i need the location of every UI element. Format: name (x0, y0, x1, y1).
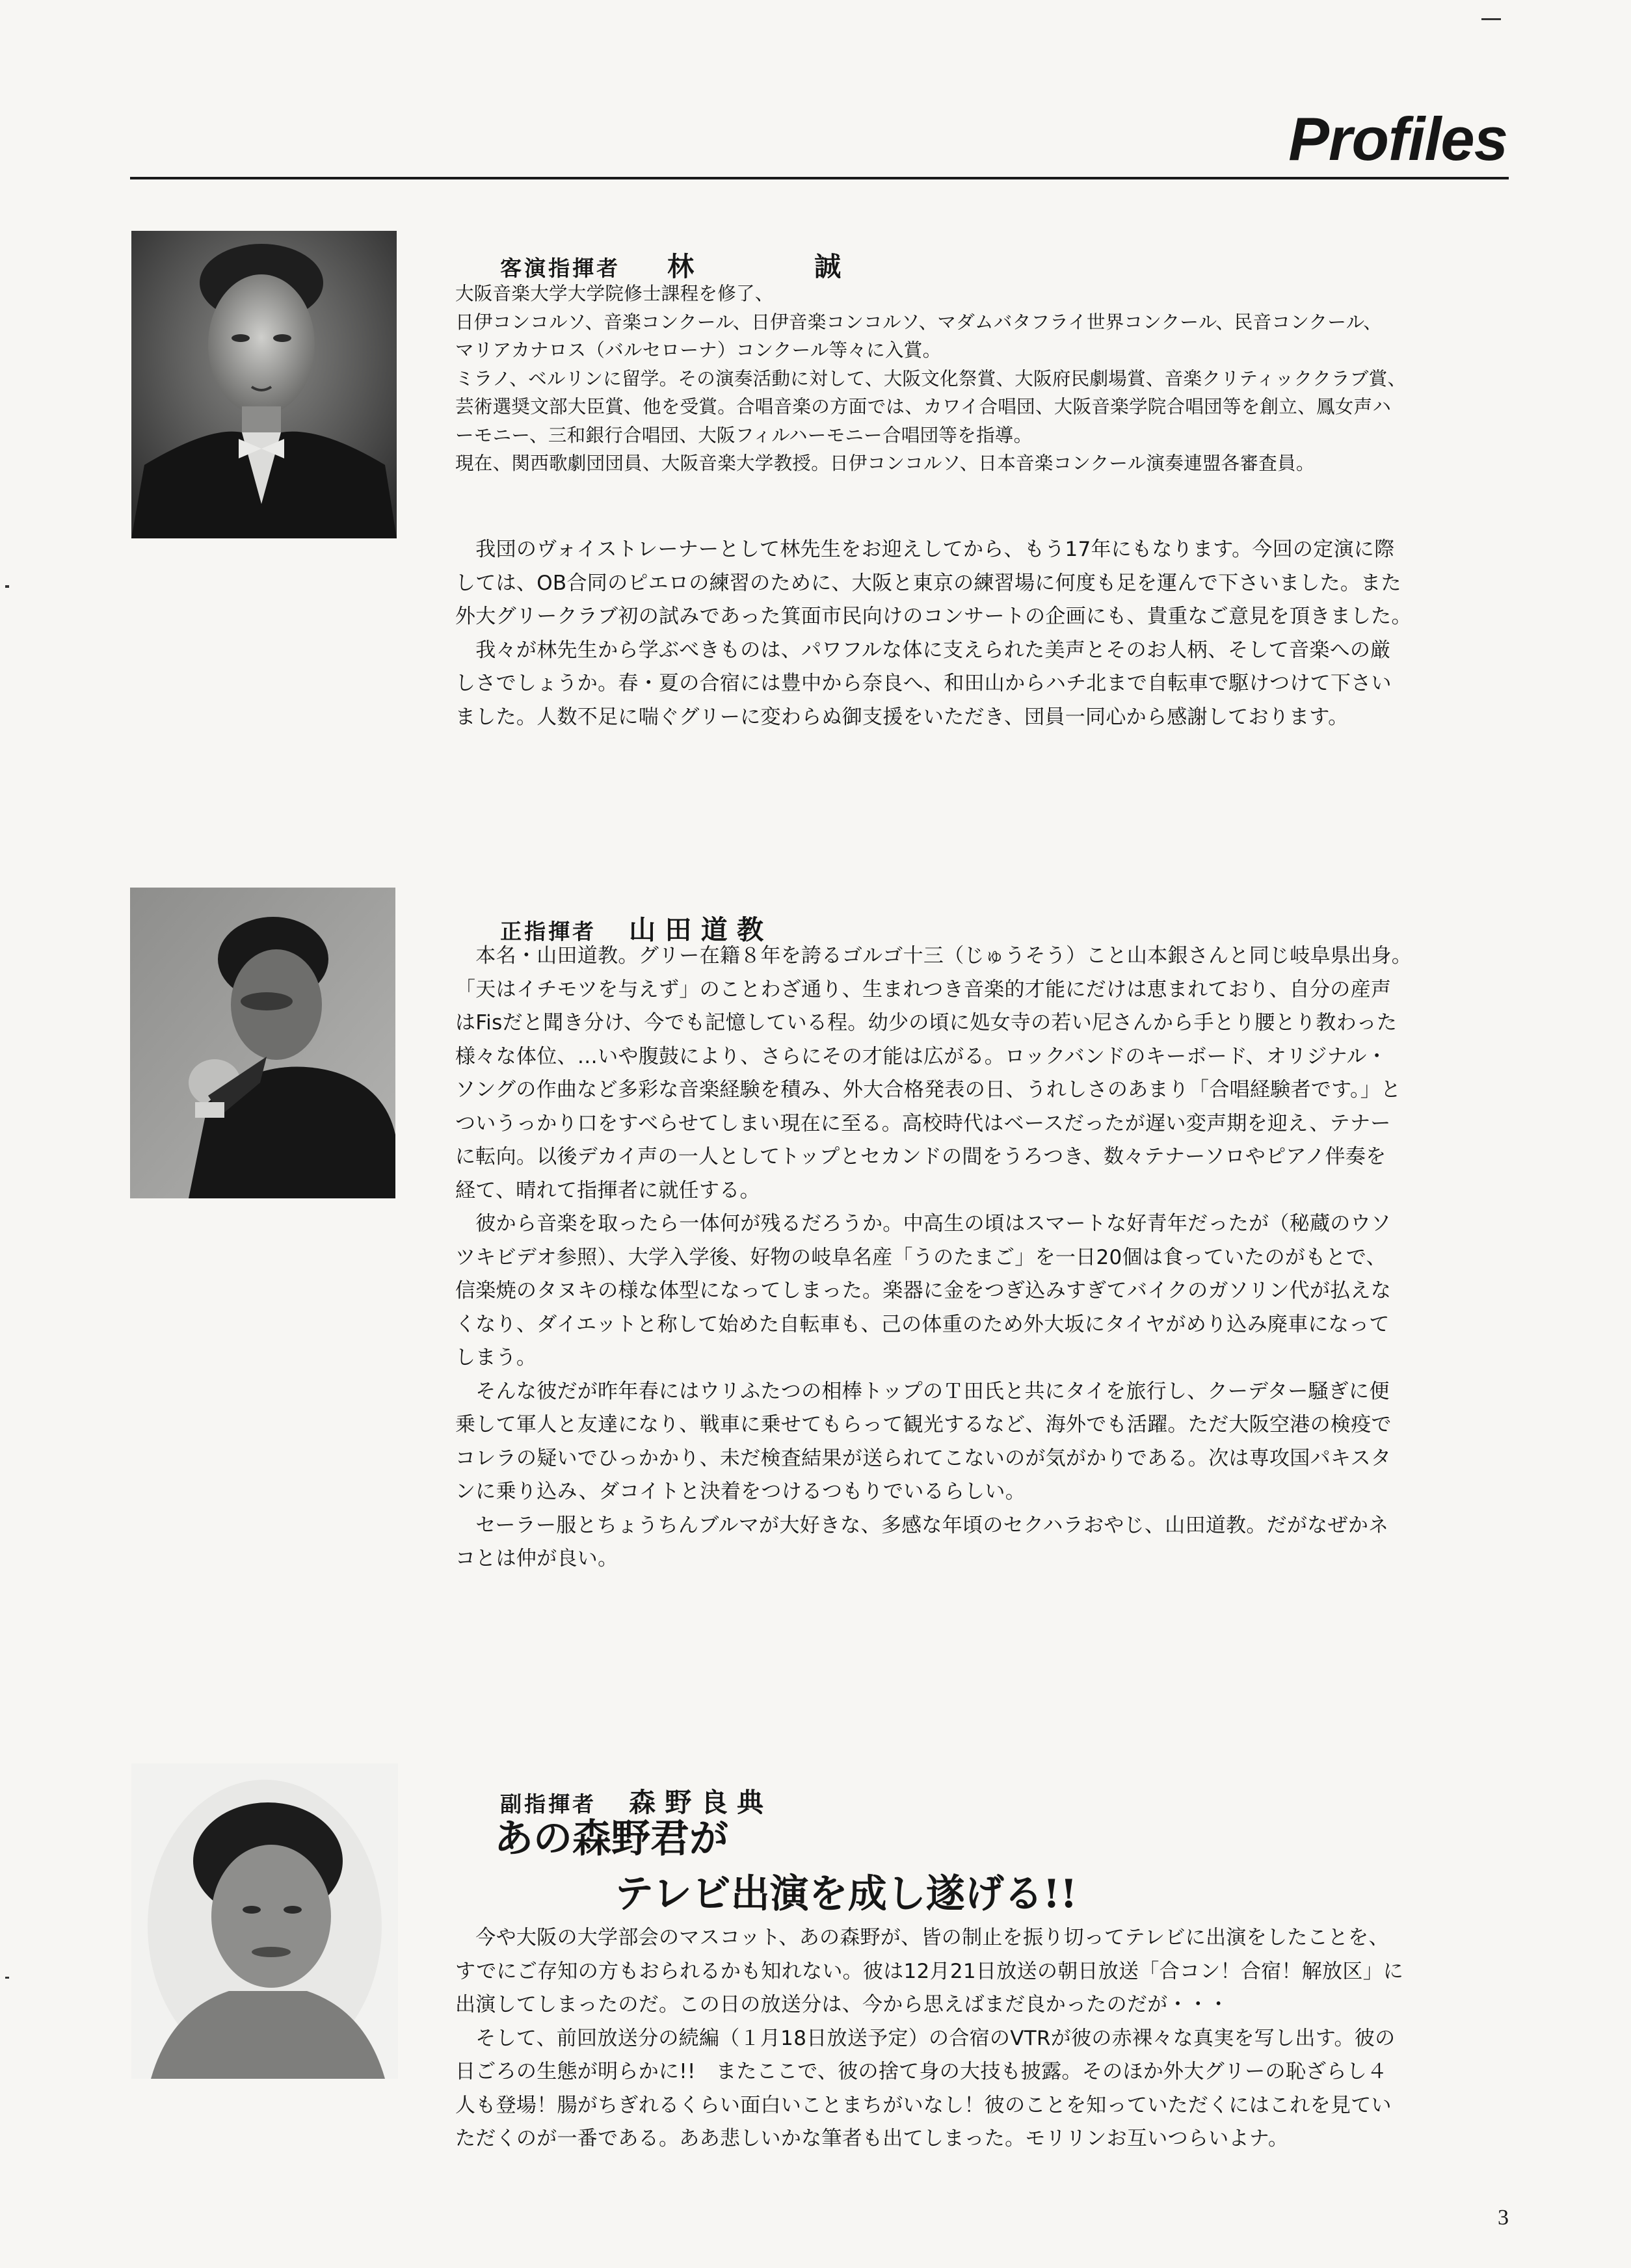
credit-line: ーモニー、三和銀行合唱団、大阪フィルハーモニー合唱団等を指導。 (455, 424, 1033, 446)
credit-line: ミラノ、ベルリンに留学。その演奏活動に対して、大阪文化祭賞、大阪府民劇場賞、音楽クリティッククラブ賞、 (455, 367, 1407, 389)
article-headline: あの森野君が (494, 1816, 728, 1862)
profile-body (455, 533, 1412, 734)
conductor-portrait-photo (130, 888, 395, 1198)
body-line: 出演してしまったのだ。この日の放送分は、今から思えばまだ良かったのだが・・・ (455, 1993, 1229, 2016)
profile-body (455, 940, 1412, 1576)
conductor-portrait-photo (131, 231, 397, 538)
conductor-name-family: 誠 (814, 251, 842, 282)
body-line: ツキビデオ参照）、大学入学後、好物の岐阜名産「うのたまご」を一日20個は食っていたのがもとで、 (455, 1245, 1386, 1269)
profile-body (455, 1921, 1403, 2156)
body-line: ただくのが一番である。ああ悲しいかな筆者も出てしまった。モリリンお互いつらいよナ。 (455, 2127, 1289, 2150)
profile-heading (493, 233, 841, 284)
body-line: 様々な体位、…いや腹鼓により、さらにその才能は広がる。ロックバンドのキーボード、オリジナル・ (455, 1044, 1387, 1068)
body-line: セーラー服とちょうちんブルマが大好きな、多感な年頃のセクハラおやじ、山田道教。だがなぜかネ (455, 1513, 1389, 1537)
article-headline: テレビ出演を成し遂げる!! (615, 1871, 1078, 1917)
body-line: 我々が林先生から学ぶべきものは、パワフルな体に支えられた美声とそのお人柄、そして音楽への厳 (455, 638, 1391, 662)
body-line: しては、OB合同のピエロの練習のために、大阪と東京の練習場に何度も足を運んで下さいました。また (455, 571, 1401, 595)
body-line: 「天はイチモツを与えず」のことわざ通り、生まれつき音楽的才能にだけは恵まれており、自分の産声 (455, 977, 1392, 1001)
scan-mark (5, 1977, 9, 1979)
body-line: に転向。以後デカイ声の一人としてトップとセカンドの間をうろつき、数々テナーソロやピアノ伴奏を (455, 1145, 1386, 1168)
body-line: ついうっかり口をすべらせてしまい現在に至る。高校時代はベースだったが遅い変声期を迎え、テナー (455, 1111, 1391, 1135)
body-line: しまう。 (455, 1346, 537, 1369)
conductor-name-given: 林 (667, 251, 695, 282)
body-line: コレラの疑いでひっかかり、未だ検査結果が送られてこないのが気がかりである。次は専攻国パキスタ (455, 1446, 1392, 1470)
body-line: そして、前回放送分の続編（１月18日放送予定）の合宿のVTRが彼の赤裸々な真実を写し出す。彼の (455, 2026, 1396, 2050)
role-label: 正指揮者 (500, 919, 597, 944)
body-line: 我団のヴォイストレーナーとして林先生をお迎えしてから、もう17年にもなります。今回の定演に際 (455, 538, 1395, 561)
credit-line: 大阪音楽大学大学院修士課程を修了、 (455, 283, 774, 304)
scan-mark (5, 585, 9, 588)
body-line: ました。人数不足に喘ぐグリーに変わらぬ御支援をいただき、団員一同心から感謝しております。 (455, 705, 1349, 729)
body-line: コとは仲が良い。 (455, 1547, 618, 1570)
body-line: はFisだと聞き分け、今でも記憶している程。幼少の頃に処女寺の若い尼さんから手とり腰とり教わった (455, 1011, 1398, 1035)
credit-line: 現在、関西歌劇団団員、大阪音楽大学教授。日伊コンコルソ、日本音楽コンクール演奏連盟各審査員。 (455, 453, 1315, 474)
credit-line: 日伊コンコルソ、音楽コンクール、日伊音楽コンコルソ、マダムバタフライ世界コンクール、民音コンクール、 (455, 311, 1382, 333)
body-line: ソングの作曲など多彩な音楽経験を積み、外大合格発表の日、うれしさのあまり「合唱経験者です。」と (455, 1078, 1401, 1101)
body-line: 経て、晴れて指揮者に就任する。 (455, 1178, 760, 1202)
conductor-name: 山 田 道 教 (629, 914, 763, 945)
body-line: 乗して軍人と友達になり、戦車に乗せてもらって観光するなど、海外でも活躍。ただ大阪空港の検疫で (455, 1413, 1392, 1436)
role-label: 副指揮者 (500, 1791, 597, 1817)
conductor-portrait-photo (131, 1763, 398, 2079)
profile-credits (455, 280, 1406, 478)
body-line: 日ごろの生態が明らかに!! またここで、彼の捨て身の大技も披露。そのほか外大グリーの恥ざらし４ (455, 2060, 1388, 2083)
body-line: 外大グリークラブ初の試みであった箕面市民向けのコンサートの企画にも、貴重なご意見を頂きました。 (455, 605, 1412, 628)
body-line: しさでしょうか。春・夏の合宿には豊中から奈良へ、和田山からハチ北まで自転車で駆けつけて下さい (455, 672, 1392, 695)
body-line: そんな彼だが昨年春にはウリふたつの相棒トップのＴ田氏と共にタイを旅行し、クーデター騒ぎに便 (455, 1379, 1390, 1403)
body-line: 彼から音楽を取ったら一体何が残るだろうか。中高生の頃はスマートな好青年だったが（秘蔵のウソ (455, 1212, 1392, 1235)
header-rule (130, 177, 1509, 179)
body-line: 信楽焼のタヌキの様な体型になってしまった。楽器に金をつぎ込みすぎてバイクのガソリン代が払えな (455, 1279, 1392, 1302)
page-number: 3 (1498, 2206, 1509, 2230)
credit-line: マリアカナロス（バルセローナ）コンクール等々に入賞。 (455, 339, 942, 361)
scan-mark (1481, 18, 1501, 20)
page-title: Profiles (1288, 105, 1507, 173)
body-line: 今や大阪の大学部会のマスコット、あの森野が、皆の制止を振り切ってテレビに出演をしたことを、 (455, 1926, 1389, 1949)
body-line: 人も登場！腸がちぎれるくらい面白いことまちがいなし！彼のことを知っていただくにはこれを見てい (455, 2093, 1392, 2117)
body-line: ンに乗り込み、ダコイトと決着をつけるつもりでいるらしい。 (455, 1480, 1026, 1503)
body-line: すでにご存知の方もおられるかも知れない。彼は12月21日放送の朝日放送「合コン！合宿！解放区」に (455, 1959, 1404, 1983)
body-line: くなり、ダイエットと称して始めた自転車も、己の体重のため外大坂にタイヤがめり込み廃車になって (455, 1312, 1390, 1336)
body-line: 本名・山田道教。グリー在籍８年を誇るゴルゴ十三（じゅうそう）こと山本銀さんと同じ岐阜県出身。 (455, 944, 1412, 968)
role-label: 客演指揮者 (500, 256, 621, 281)
credit-line: 芸術選奨文部大臣賞、他を受賞。合唱音楽の方面では、カワイ合唱団、大阪音楽学院合唱団等を創立、鳳女声ハ (455, 396, 1392, 417)
conductor-name: 森 野 良 典 (629, 1787, 763, 1818)
